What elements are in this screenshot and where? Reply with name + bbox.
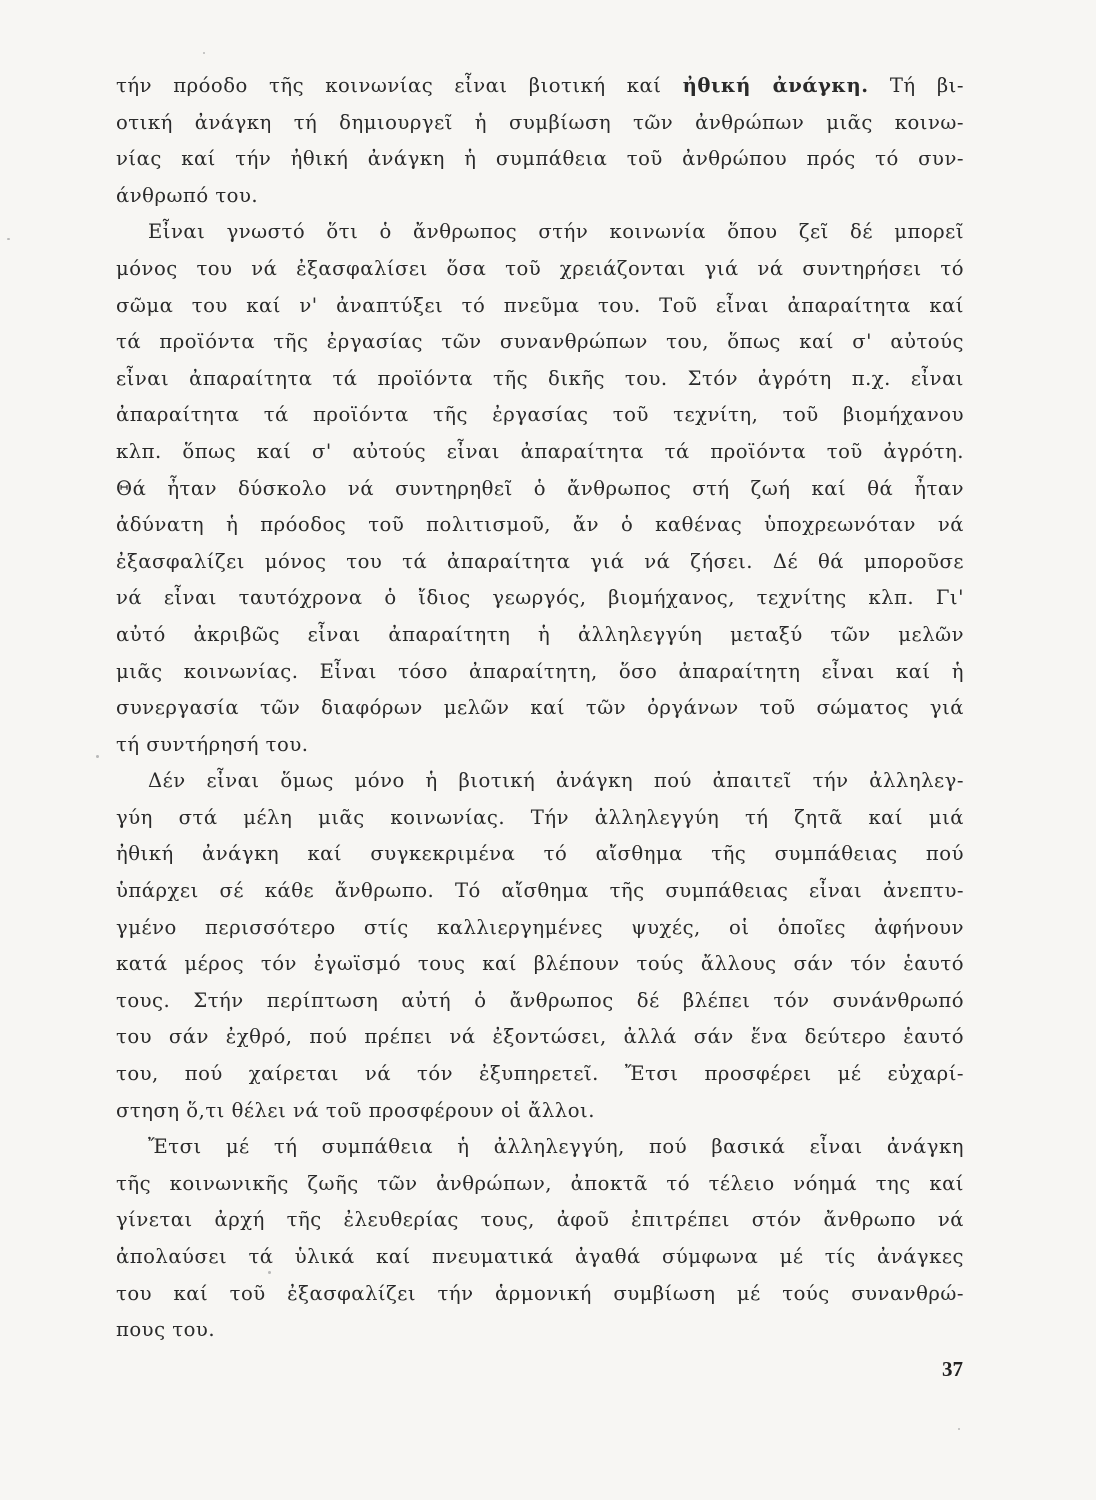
text-line: Ἔτσι μέ τή συμπάθεια ἡ ἀλληλεγγύη, πού βασικά εἶναι ἀνάγκη: [148, 1135, 964, 1159]
text-line: συνεργασία τῶν διαφόρων μελῶν καί τῶν ὀργάνων τοῦ σώματος γιά: [116, 696, 964, 720]
text-line: ἀπολαύσει τά ὑλικά καί πνευματικά ἀγαθά σύμφωνα μέ τίς ἀνάγκες: [116, 1245, 964, 1268]
bold-phrase: ἠθική ἀνάγκη.: [682, 74, 869, 97]
body-text: [116, 68, 964, 1349]
text-line: Θά ἦταν δύσκολο νά συντηρηθεῖ ὁ ἄνθρωπος στή ζωή καί θά ἦταν: [116, 476, 964, 500]
text-line: Εἶναι γνωστό ὅτι ὁ ἄνθρωπος στήν κοινωνία ὅπου ζεῖ δέ μπορεῖ: [148, 220, 964, 244]
text-line: εἶναι ἀπαραίτητα τά προϊόντα τῆς δικῆς του. Στόν ἀγρότη π.χ. εἶναι: [116, 366, 964, 390]
scan-speck: [96, 755, 99, 758]
text-line: κατά μέρος τόν ἐγωϊσμό τους καί βλέπουν τούς ἄλλους σάν τόν ἑαυτό: [116, 952, 964, 976]
text-line: ἐξασφαλίζει μόνος του τά ἀπαραίτητα γιά νά ζήσει. Δέ θά μποροῦσε: [116, 549, 964, 573]
text-span: Τή βι-: [868, 74, 964, 97]
text-line: αὐτό ἀκριβῶς εἶναι ἀπαραίτητη ἡ ἀλληλεγγύη μεταξύ τῶν μελῶν: [116, 622, 964, 646]
text-line: [116, 68, 964, 105]
scan-speck: [7, 238, 10, 240]
text-line: κλπ. ὅπως καί σ' αὐτούς εἶναι ἀπαραίτητα τά προϊόντα τοῦ ἀγρότη.: [116, 439, 964, 463]
text-line: οτική ἀνάγκη τή δημιουργεῖ ἡ συμβίωση τῶν ἀνθρώπων μιᾶς κοινω-: [116, 110, 964, 134]
text-line: σῶμα του καί ν' ἀναπτύξει τό πνεῦμα του. Τοῦ εἶναι ἀπαραίτητα καί: [116, 293, 964, 317]
text-line: του καί τοῦ ἐξασφαλίζει τήν ἁρμονική συμβίωση μέ τούς συνανθρώ-: [116, 1281, 964, 1305]
text-line: ἀπαραίτητα τά προϊόντα τῆς ἐργασίας τοῦ τεχνίτη, τοῦ βιομήχανου: [116, 403, 964, 427]
text-line: γύη στά μέλη μιᾶς κοινωνίας. Τήν ἀλληλεγγύη τή ζητᾶ καί μιά: [116, 805, 964, 829]
text-line: ὑπάρχει σέ κάθε ἄνθρωπο. Τό αἴσθημα τῆς συμπάθειας εἶναι ἀνεπτυ-: [116, 879, 964, 903]
text-span: τήν πρόοδο τῆς κοινωνίας εἶναι βιοτική καί: [116, 74, 683, 97]
text-line: μιᾶς κοινωνίας. Εἶναι τόσο ἀπαραίτητη, ὅσο ἀπαραίτητη εἶναι καί ἡ: [116, 659, 964, 683]
text-line: μόνος του νά ἐξασφαλίσει ὅσα τοῦ χρειάζονται γιά νά συντηρήσει τό: [116, 256, 964, 280]
text-line: τή συντήρησή του.: [116, 732, 309, 756]
scan-speck: [268, 1271, 271, 1274]
text-line: νίας καί τήν ἠθική ἀνάγκη ἡ συμπάθεια τοῦ ἀνθρώπου πρός τό συν-: [116, 147, 964, 171]
text-line: του σάν ἐχθρό, πού πρέπει νά ἐξοντώσει, ἀλλά σάν ἕνα δεύτερο ἑαυτό: [116, 1025, 964, 1049]
text-line: τῆς κοινωνικῆς ζωῆς τῶν ἀνθρώπων, ἀποκτᾶ τό τέλειο νόημά της καί: [116, 1171, 964, 1195]
text-line: γίνεται ἀρχή τῆς ἐλευθερίας τους, ἀφοῦ ἐπιτρέπει στόν ἄνθρωπο νά: [116, 1208, 964, 1232]
text-line: του, πού χαίρεται νά τόν ἐξυπηρετεῖ. Ἔτσι προσφέρει μέ εὐχαρί-: [116, 1062, 964, 1086]
text-line: Δέν εἶναι ὅμως μόνο ἡ βιοτική ἀνάγκη πού ἀπαιτεῖ τήν ἀλληλεγ-: [148, 769, 964, 793]
text-line: τά προϊόντα τῆς ἐργασίας τῶν συνανθρώπων του, ὅπως καί σ' αὐτούς: [116, 330, 964, 354]
scan-speck: [203, 52, 205, 54]
text-line: στηση ὅ,τι θέλει νά τοῦ προσφέρουν οἱ ἄλλοι.: [116, 1098, 595, 1122]
page-number: 37: [942, 1357, 963, 1381]
text-line: τους. Στήν περίπτωση αὐτή ὁ ἄνθρωπος δέ βλέπει τόν συνάνθρωπό: [116, 988, 964, 1012]
text-line: νά εἶναι ταυτόχρονα ὁ ἴδιος γεωργός, βιομήχανος, τεχνίτης κλπ. Γι': [116, 586, 964, 610]
text-line: γμένο περισσότερο στίς καλλιεργημένες ψυχές, οἱ ὁποῖες ἀφήνουν: [116, 915, 964, 939]
text-line: ἠθική ἀνάγκη καί συγκεκριμένα τό αἴσθημα τῆς συμπάθειας πού: [116, 842, 964, 866]
text-line: άνθρωπό του.: [116, 183, 259, 207]
text-line: πους του.: [116, 1318, 216, 1342]
text-line: ἀδύνατη ἡ πρόοδος τοῦ πολιτισμοῦ, ἄν ὁ καθένας ὑποχρεωνόταν νά: [116, 513, 964, 537]
scan-speck: [958, 1428, 960, 1430]
